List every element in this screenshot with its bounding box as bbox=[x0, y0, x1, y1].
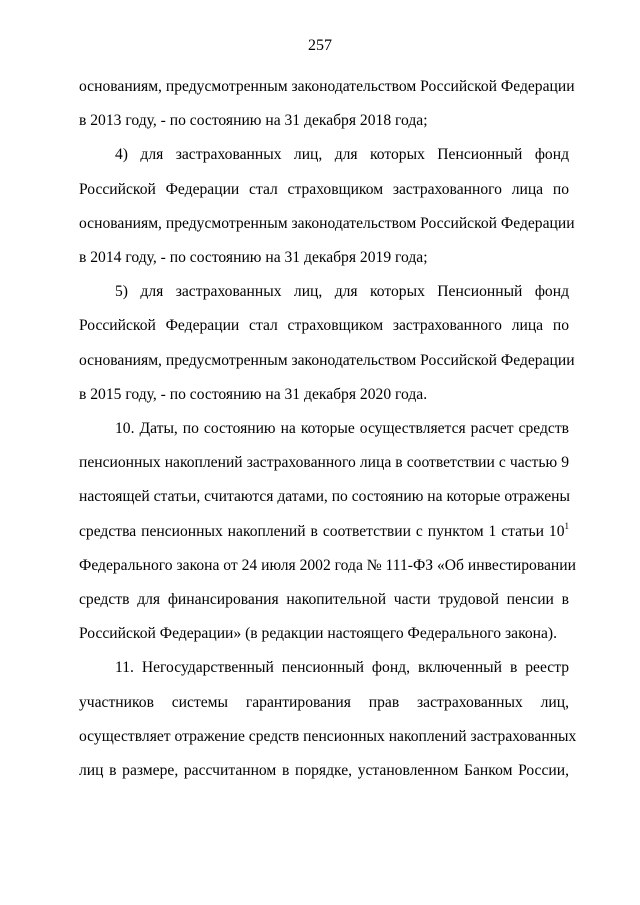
text-line: осуществляет отражение средств пенсионных накоплений застрахованных bbox=[79, 727, 577, 745]
paragraph-11 bbox=[79, 651, 577, 788]
text-line: основаниям, предусмотренным законодательством Российской Федерации bbox=[79, 214, 575, 232]
text-line: Российской Федерации стал страховщиком застрахованного лица по bbox=[79, 180, 569, 198]
text-line: настоящей статьи, считаются датами, по состоянию на которые отражены bbox=[79, 488, 570, 506]
text-line: 4) для застрахованных лиц, для которых Пенсионный фонд bbox=[115, 146, 569, 164]
text-line: 5) для застрахованных лиц, для которых Пенсионный фонд bbox=[115, 283, 569, 301]
text-line: лиц в размере, рассчитанном в порядке, установленном Банком России, bbox=[79, 762, 569, 780]
paragraph-item-4 bbox=[79, 138, 575, 275]
text-line: Российской Федерации» (в редакции настоящего Федерального закона). bbox=[79, 625, 558, 643]
superscript: 1 bbox=[564, 520, 569, 531]
text-line: Федерального закона от 24 июля 2002 года № 111-ФЗ «Об инвестировании bbox=[79, 556, 576, 574]
text-line: участников системы гарантирования прав застрахованных лиц, bbox=[79, 693, 569, 711]
paragraph-item-5 bbox=[79, 275, 575, 412]
paragraph-item-3-continuation bbox=[79, 70, 575, 138]
text-line: основаниям, предусмотренным законодательством Российской Федерации bbox=[79, 78, 575, 95]
text-line: в 2015 году, - по состоянию на 31 декабря 2020 года. bbox=[79, 385, 428, 403]
text-line: 11. Негосударственный пенсионный фонд, включенный в реестр bbox=[115, 659, 569, 677]
text-line: в 2014 году, - по состоянию на 31 декабря 2019 года; bbox=[79, 249, 428, 267]
text-line: основаниям, предусмотренным законодательством Российской Федерации bbox=[79, 351, 575, 369]
text-line: пенсионных накоплений застрахованного лица в соответствии с частью 9 bbox=[79, 454, 569, 472]
paragraph-10 bbox=[79, 412, 576, 651]
text-line: средств для финансирования накопительной части трудовой пенсии в bbox=[79, 591, 569, 609]
text-fragment: средства пенсионных накоплений в соответствии с пунктом 1 статьи 10 bbox=[79, 522, 565, 540]
page-number: 257 bbox=[308, 37, 332, 54]
text-line-with-superscript bbox=[79, 515, 569, 549]
document-body bbox=[79, 70, 577, 788]
text-line: в 2013 году, - по состоянию на 31 декабря 2018 года; bbox=[79, 112, 428, 130]
text-line: 10. Даты, по состоянию на которые осуществляется расчет средств bbox=[115, 420, 569, 438]
text-line: Российской Федерации стал страховщиком застрахованного лица по bbox=[79, 317, 569, 335]
